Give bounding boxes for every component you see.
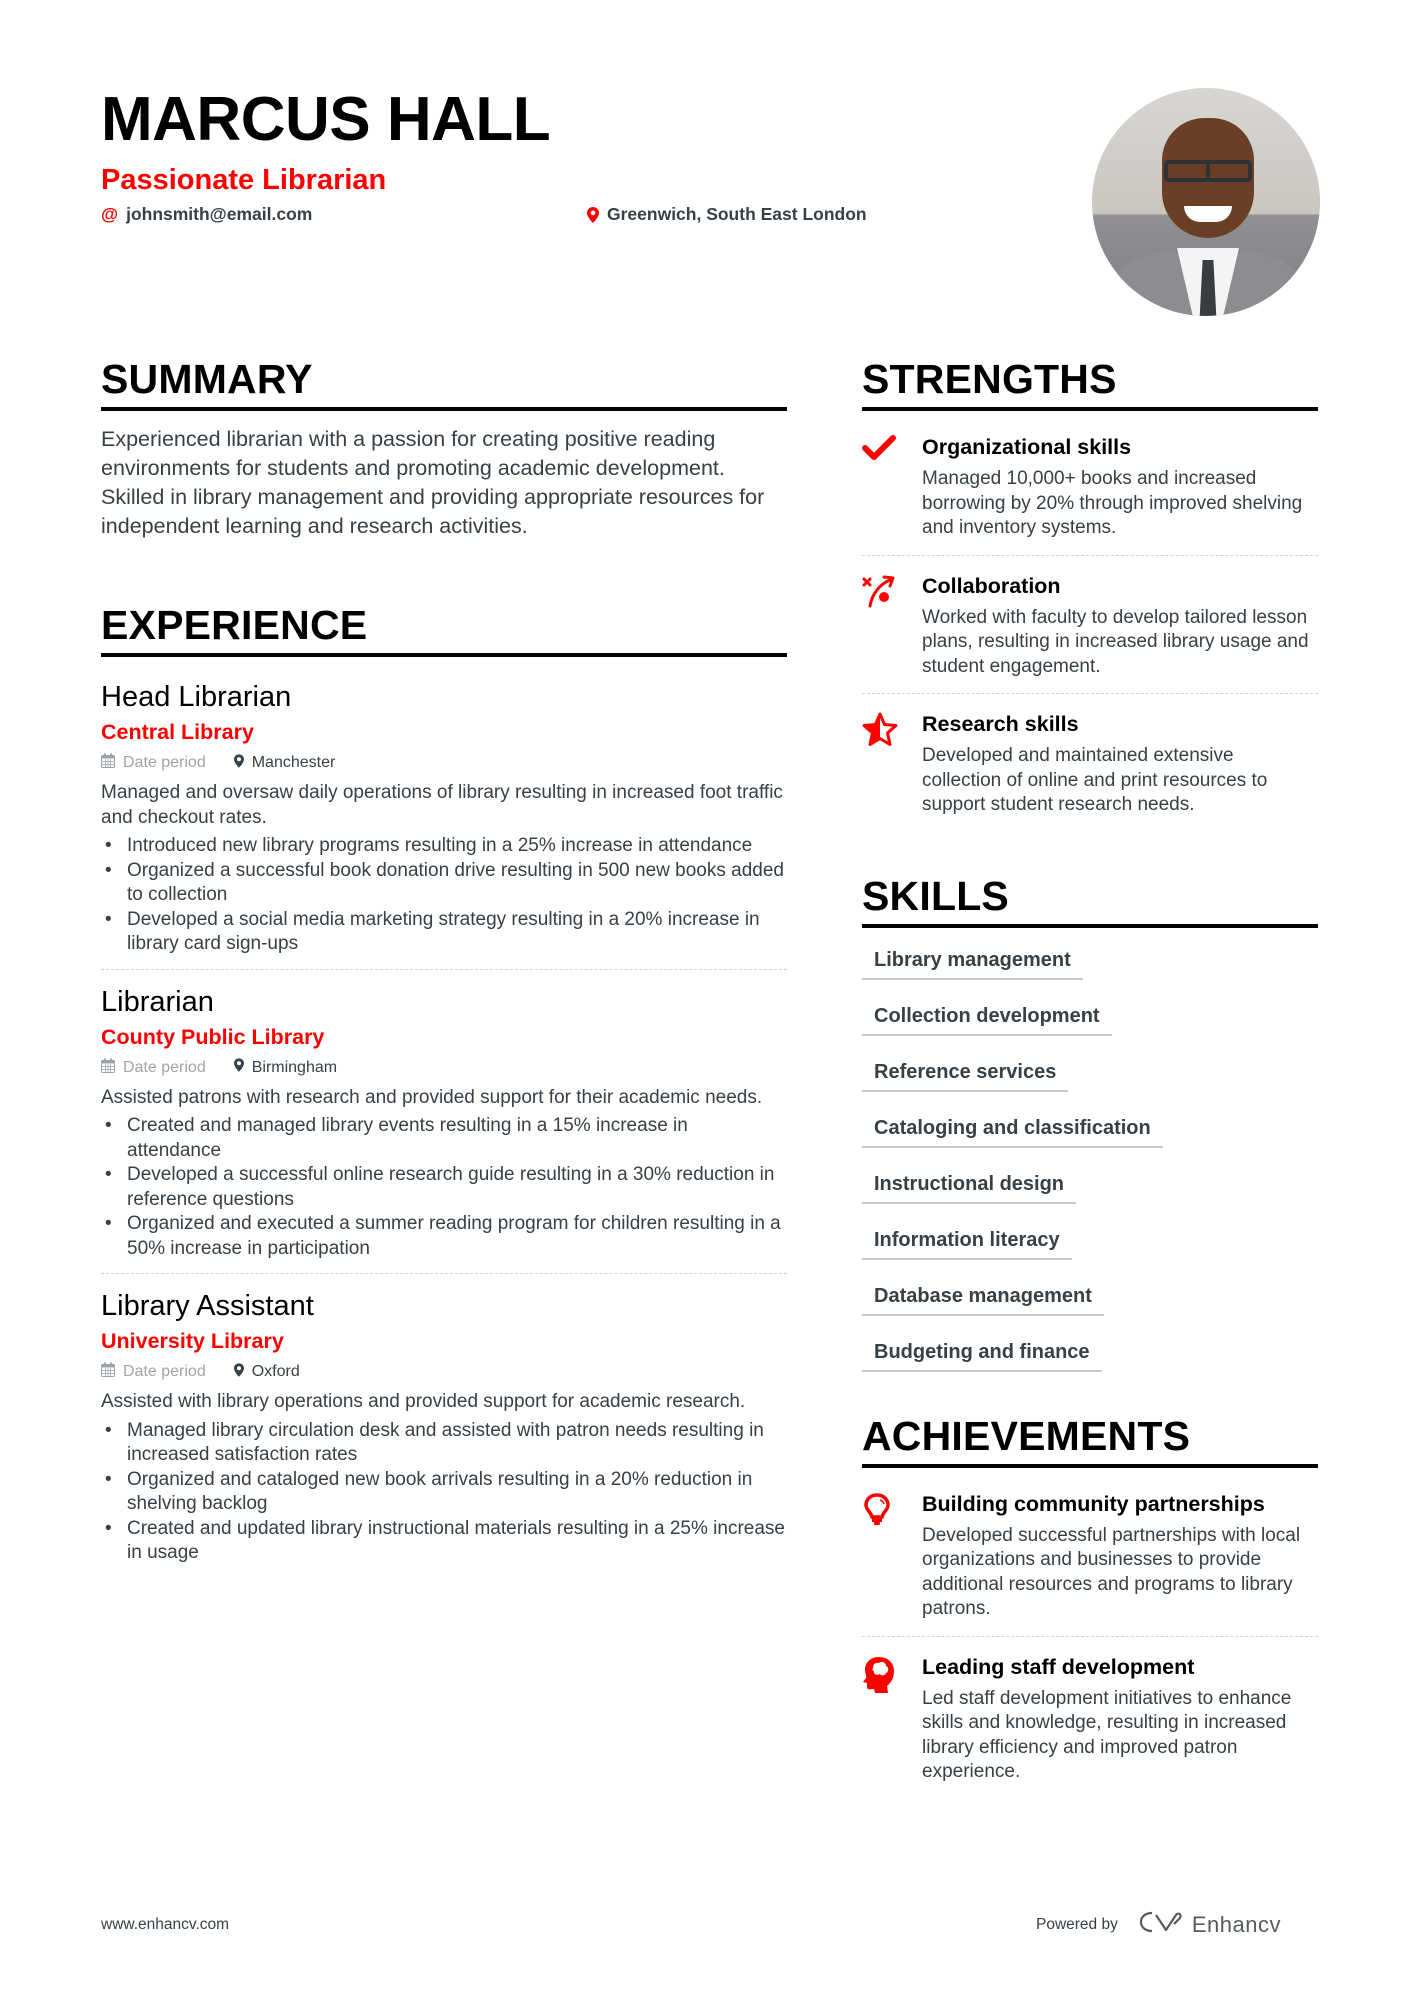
strengths-heading: STRENGTHS <box>862 356 1117 402</box>
job-bullets <box>101 834 787 957</box>
skill-tag: Collection development <box>862 998 1112 1036</box>
checkmark-icon <box>862 433 922 541</box>
achievement-item <box>862 1636 1318 1799</box>
skill-tag: Database management <box>862 1278 1104 1316</box>
experience-item <box>101 969 787 1274</box>
job-description: Assisted patrons with research and provided support for their academic needs. <box>101 1086 763 1108</box>
job-date: Date period <box>101 1058 206 1078</box>
job-meta <box>101 1056 787 1080</box>
at-icon: @ <box>101 204 119 224</box>
summary-section <box>101 355 787 541</box>
map-pin-icon <box>234 1363 244 1382</box>
resume-header <box>101 82 1061 234</box>
achievements-heading: ACHIEVEMENTS <box>862 1412 1191 1459</box>
powered-by-label: Powered by <box>1036 1916 1118 1933</box>
job-bullet: • Introduced new library programs resulting in a 25% increase in attendance <box>101 834 787 859</box>
job-bullets <box>101 1114 787 1261</box>
job-bullet: • Organized a successful book donation drive resulting in 500 new books added to collection <box>101 859 787 908</box>
calendar-icon <box>101 753 115 773</box>
skills-list <box>862 942 1318 1372</box>
job-bullets <box>101 1419 787 1566</box>
calendar-icon <box>101 1362 115 1382</box>
strength-item <box>862 693 1318 832</box>
section-divider <box>862 407 1318 411</box>
head-brain-icon <box>862 1653 922 1785</box>
experience-heading: EXPERIENCE <box>101 602 368 648</box>
job-location: Birmingham <box>234 1058 337 1077</box>
strategy-play-icon <box>862 572 922 680</box>
section-divider <box>862 1464 1318 1468</box>
job-bullet: • Developed a successful online research guide resulting in a 30% reduction in reference questions <box>101 1163 787 1212</box>
job-date: Date period <box>101 753 206 773</box>
summary-heading: SUMMARY <box>101 356 313 402</box>
half-star-icon <box>862 710 922 818</box>
achievements-section <box>862 1412 1318 1799</box>
experience-section <box>101 601 787 1578</box>
skills-heading: SKILLS <box>862 872 1009 919</box>
job-bullet: • Developed a social media marketing strategy resulting in a 20% increase in library card sign-ups <box>101 908 787 957</box>
job-description: Assisted with library operations and provided support for academic research. <box>101 1391 746 1412</box>
contact-email[interactable] <box>101 204 312 225</box>
map-pin-icon <box>587 207 599 223</box>
achievement-item <box>862 1480 1318 1636</box>
strength-title: Organizational skills <box>922 435 1132 459</box>
enhancv-wordmark: Enhancv <box>1191 1912 1281 1937</box>
strength-description: Worked with faculty to develop tailored lesson plans, resulting in increased library usage and student engagement. <box>922 606 1309 677</box>
section-divider <box>101 407 787 411</box>
experience-item <box>101 657 787 969</box>
job-role: Librarian <box>101 985 214 1018</box>
left-column <box>101 355 787 1578</box>
job-description: Managed and oversaw daily operations of library resulting in increased foot traffic and checkout rates. <box>101 782 783 828</box>
contact-row <box>101 204 1061 234</box>
job-date: Date period <box>101 1362 206 1382</box>
strength-item <box>862 423 1318 555</box>
skill-tag: Information literacy <box>862 1222 1072 1260</box>
enhancv-logo[interactable] <box>1138 1910 1281 1940</box>
job-company: Central Library <box>101 720 254 744</box>
strength-item <box>862 555 1318 694</box>
job-bullet: • Organized and cataloged new book arrivals resulting in a 20% reduction in shelving backlog <box>101 1468 787 1517</box>
achievement-title: Building community partnerships <box>922 1491 1265 1516</box>
contact-location <box>587 204 867 225</box>
job-bullet: • Organized and executed a summer reading program for children resulting in a 50% increase in participation <box>101 1212 787 1261</box>
lightbulb-icon <box>862 1490 922 1622</box>
candidate-name: MARCUS HALL <box>101 85 551 154</box>
profile-photo <box>1092 88 1320 316</box>
strength-title: Collaboration <box>922 573 1061 598</box>
location-text: Greenwich, South East London <box>607 204 867 224</box>
experience-item <box>101 1273 787 1578</box>
skill-tag: Instructional design <box>862 1166 1076 1204</box>
job-role: Head Librarian <box>101 681 292 713</box>
right-column <box>862 355 1318 1799</box>
job-meta <box>101 751 787 775</box>
skill-tag: Budgeting and finance <box>862 1334 1102 1372</box>
job-company: University Library <box>101 1329 284 1353</box>
achievement-description: Led staff development initiatives to enhance skills and knowledge, resulting in increased library efficiency and improved patron experience. <box>922 1687 1292 1782</box>
summary-text: Experienced librarian with a passion for creating positive reading environments for students and promoting academic development. Skilled in library management and providing appropriate resources for independent learning and research activities. <box>101 427 765 538</box>
job-location: Manchester <box>234 754 336 773</box>
strength-title: Research skills <box>922 712 1079 736</box>
job-company: County Public Library <box>101 1024 325 1049</box>
job-role: Library Assistant <box>101 1290 314 1322</box>
strength-description: Developed and maintained extensive collection of online and print resources to support student research needs. <box>922 745 1268 815</box>
skill-tag: Library management <box>862 942 1083 980</box>
map-pin-icon <box>234 1058 244 1077</box>
skill-tag: Reference services <box>862 1054 1068 1092</box>
candidate-title: Passionate Librarian <box>101 164 387 196</box>
achievement-description: Developed successful partnerships with local organizations and businesses to provide additional resources and programs to library patrons. <box>922 1524 1301 1619</box>
job-bullet: • Managed library circulation desk and assisted with patron needs resulting in increased satisfaction rates <box>101 1419 787 1468</box>
strength-description: Managed 10,000+ books and increased borrowing by 20% through improved shelving and inventory systems. <box>922 468 1303 538</box>
job-bullet: • Created and updated library instructional materials resulting in a 25% increase in usage <box>101 1517 787 1566</box>
section-divider <box>862 924 1318 928</box>
job-meta <box>101 1360 787 1384</box>
achievement-title: Leading staff development <box>922 1654 1195 1679</box>
enhancv-logo-icon <box>1138 1910 1184 1940</box>
email-text: johnsmith@email.com <box>126 204 313 224</box>
strengths-section <box>862 355 1318 832</box>
footer-branding <box>1036 1910 1281 1940</box>
calendar-icon <box>101 1058 115 1078</box>
job-location: Oxford <box>234 1363 300 1382</box>
map-pin-icon <box>234 754 244 773</box>
skills-section <box>862 872 1318 1372</box>
footer-website-link[interactable]: www.enhancv.com <box>101 1916 230 1933</box>
skill-tag: Cataloging and classification <box>862 1110 1163 1148</box>
job-bullet: • Created and managed library events resulting in a 15% increase in attendance <box>101 1114 787 1163</box>
